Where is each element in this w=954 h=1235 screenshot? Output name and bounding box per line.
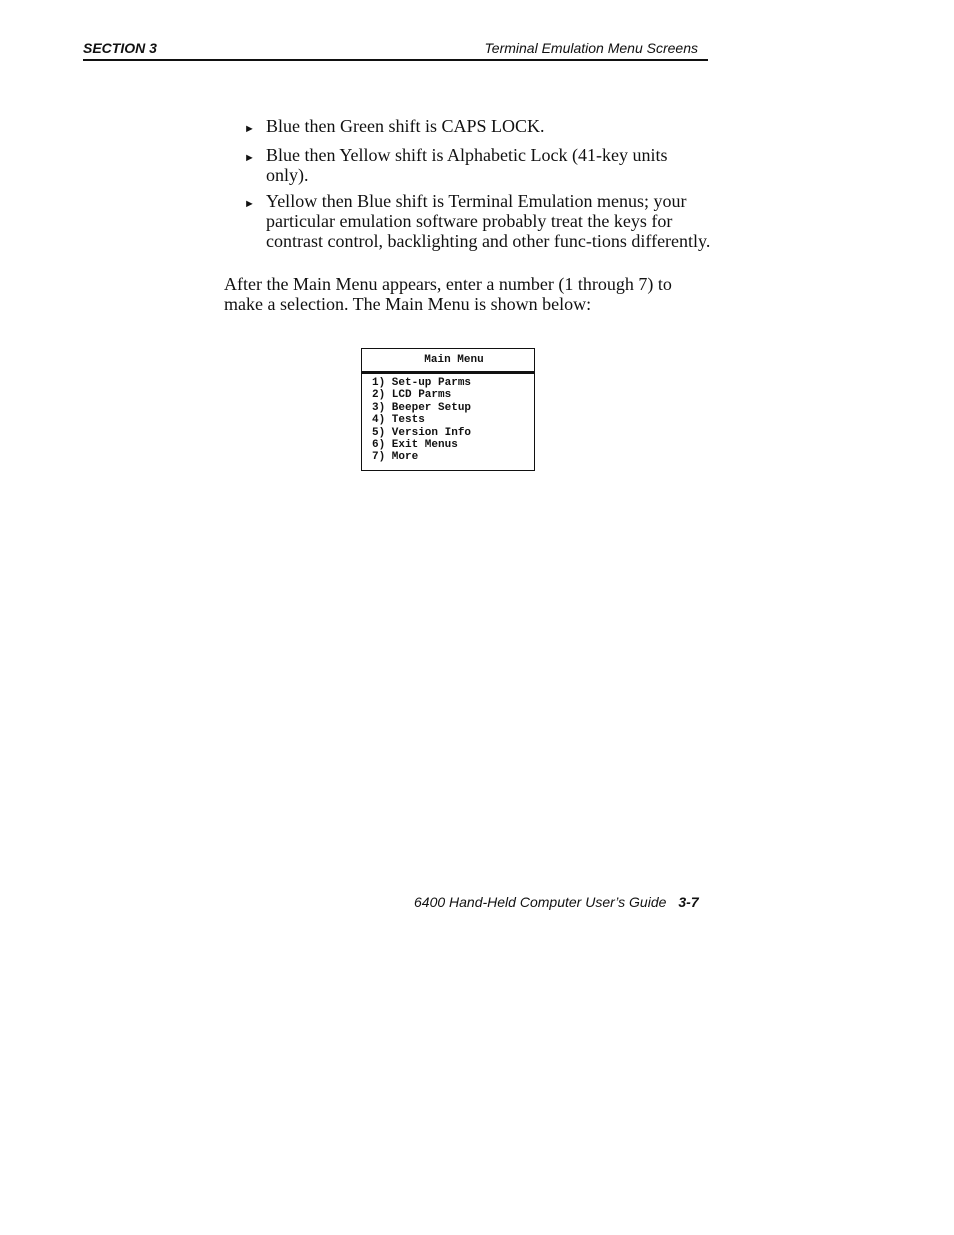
bullet-text: Blue then Yellow shift is Alphabetic Lock (41-key units only). xyxy=(266,145,668,185)
guide-title: 6400 Hand-Held Computer User’s Guide xyxy=(414,894,667,910)
triangle-bullet-icon: ► xyxy=(244,152,255,164)
bullet-item xyxy=(244,145,714,185)
chapter-title: Terminal Emulation Menu Screens xyxy=(484,40,698,56)
triangle-bullet-icon: ► xyxy=(244,198,255,210)
bullet-item xyxy=(244,116,714,139)
bullet-item xyxy=(244,191,714,251)
menu-item: 1) Set-up Parms xyxy=(372,377,472,389)
menu-title: Main Menu xyxy=(362,349,534,374)
section-label: SECTION 3 xyxy=(83,40,157,56)
instruction-paragraph: After the Main Menu appears, enter a number (1 through 7) to make a selection. The Main Menu is shown below: xyxy=(224,274,672,314)
menu-item: 7) More xyxy=(372,451,419,464)
menu-item: 5) Version Info xyxy=(372,426,472,439)
page-number: 3-7 xyxy=(678,894,699,910)
bullet-text: Yellow then Blue shift is Terminal Emulation menus; your particular emulation software probably treat the keys for contrast control, backlighting and other func-tions differently. xyxy=(266,191,711,251)
menu-item: 2) LCD Parms xyxy=(372,389,452,402)
menu-item-list xyxy=(362,374,534,464)
bullet-list xyxy=(244,116,714,257)
menu-item: 6) Exit Menus xyxy=(372,438,458,451)
menu-item: 4) Tests xyxy=(372,414,425,427)
page-footer xyxy=(414,894,708,910)
menu-item: 3) Beeper Setup xyxy=(372,401,472,414)
main-menu-screen xyxy=(361,348,535,471)
page-header xyxy=(83,39,708,61)
bullet-text: Blue then Green shift is CAPS LOCK. xyxy=(266,116,545,136)
triangle-bullet-icon: ► xyxy=(244,123,255,135)
